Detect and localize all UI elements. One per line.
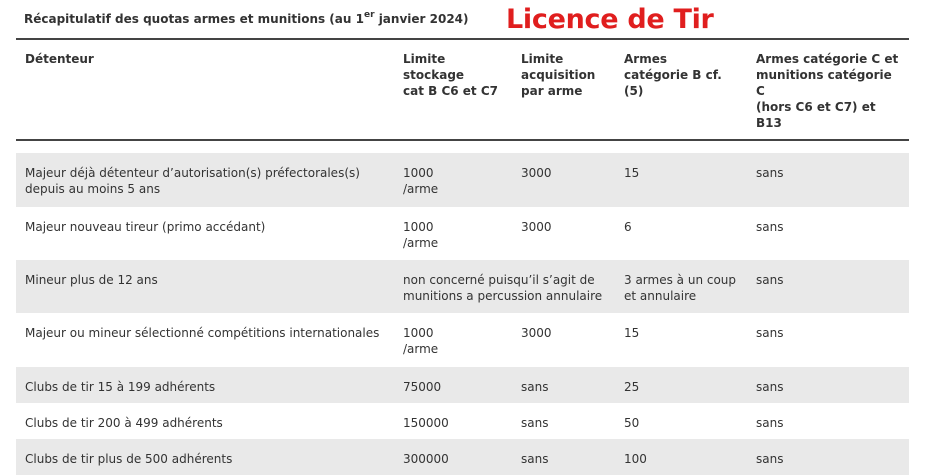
table-row — [16, 207, 909, 260]
cell-acquisition: sans — [521, 416, 549, 430]
caption-text: Récapitulatif des quotas armes et munitions (au 1 — [24, 12, 364, 26]
quota-table — [16, 38, 909, 475]
cell-detenteur: Majeur nouveau tireur (primo accédant) — [25, 220, 266, 234]
cell-acquisition: 3000 — [521, 220, 552, 234]
cell-detenteur: Clubs de tir plus de 500 adhérents — [16, 439, 395, 475]
cell-categorie-b: 100 — [616, 439, 748, 475]
cell-detenteur: Majeur ou mineur sélectionné compétitions internationales — [25, 326, 380, 340]
table-header-row — [16, 39, 909, 140]
cell-detenteur: Clubs de tir 200 à 499 adhérents — [25, 416, 223, 430]
table-row — [16, 403, 909, 439]
cell-stockage: 150000 — [403, 416, 449, 430]
table-row — [16, 313, 909, 367]
cell-acquisition: sans — [513, 439, 616, 475]
table-row — [16, 260, 909, 313]
cell-categorie-c: sans — [756, 326, 784, 340]
cell-categorie-c: sans — [756, 416, 784, 430]
table-row — [16, 367, 909, 403]
cell-stockage: 1000 /arme — [403, 220, 439, 250]
cell-detenteur: Mineur plus de 12 ans — [16, 260, 395, 313]
table-row — [16, 153, 909, 207]
cell-stockage: 300000 — [395, 439, 513, 475]
brand-title: Licence de Tir — [506, 4, 714, 35]
header-limite-acquisition: Limite acquisition par arme — [521, 52, 596, 98]
cell-stockage: 1000 /arme — [403, 326, 439, 356]
cell-acquisition: 3000 — [513, 153, 616, 207]
cell-detenteur: Majeur déjà détenteur d’autorisation(s) préfectorales(s) depuis au moins 5 ans — [16, 153, 395, 207]
cell-stockage-acquisition: non concerné puisqu’il s’agit de munitions a percussion annulaire — [395, 260, 616, 313]
cell-detenteur: Clubs de tir 15 à 199 adhérents — [16, 367, 395, 403]
table-row — [16, 439, 909, 475]
cell-stockage: 1000 /arme — [395, 153, 513, 207]
cell-acquisition: 3000 — [521, 326, 552, 340]
header-limite-stockage: Limite stockage cat B C6 et C7 — [403, 52, 498, 98]
cell-categorie-c: sans — [748, 439, 909, 475]
cell-acquisition: sans — [513, 367, 616, 403]
header-detenteur: Détenteur — [25, 52, 94, 66]
cell-stockage: 75000 — [395, 367, 513, 403]
cell-categorie-c: sans — [756, 220, 784, 234]
header-armes-categorie-b: Armes catégorie B cf.(5) — [624, 52, 722, 98]
cell-categorie-b: 15 — [624, 326, 640, 340]
caption-date: janvier 2024) — [374, 12, 469, 26]
header-armes-categorie-c: Armes catégorie C et munitions catégorie C (hors C6 et C7) et B13 — [756, 52, 899, 130]
cell-categorie-b: 25 — [616, 367, 748, 403]
cell-categorie-b: 6 — [624, 220, 632, 234]
cell-categorie-b: 3 armes à un coup et annulaire — [616, 260, 748, 313]
cell-categorie-b: 15 — [616, 153, 748, 207]
cell-categorie-c: sans — [748, 367, 909, 403]
caption-superscript: er — [363, 10, 375, 20]
cell-categorie-c: sans — [748, 260, 909, 313]
cell-categorie-c: sans — [748, 153, 909, 207]
cell-categorie-b: 50 — [624, 416, 640, 430]
table-caption — [24, 11, 469, 27]
